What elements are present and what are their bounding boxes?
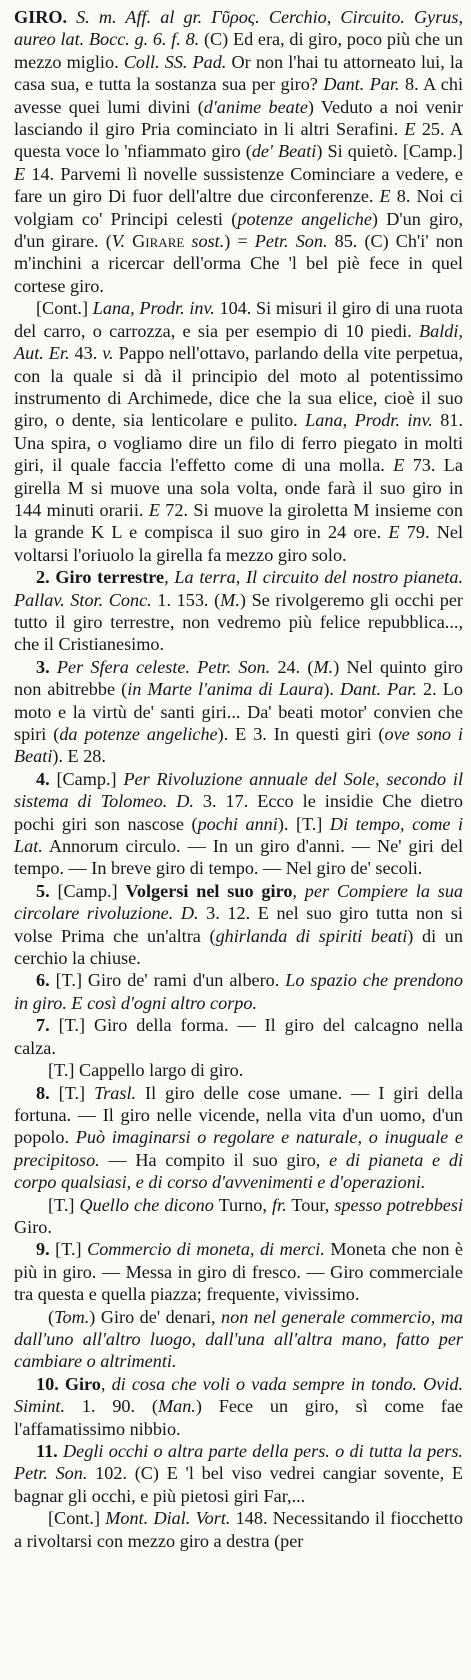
entry-text: ). E 28. [52,746,106,767]
entry-text: ). E 3. In questi giri ( [217,724,385,744]
italic-text: E [388,522,400,543]
entry-text: ( [48,1306,55,1327]
bold-italic-term: Giro terrestre [55,567,165,588]
entry-paragraph-sense-11b [14,1507,463,1552]
entry-text: ) Veduto a noi venir lasciando il giro Pria cominciato in li altri Serafini. [14,96,464,140]
entry-paragraph-sense-8b [14,1194,463,1239]
entry-text: ) Fece un giro, sì come fae l'affamatissimo nibbio. [14,1396,463,1439]
italic-text: M. [313,656,334,677]
entry-text: ). [T.] [277,813,330,834]
bold-italic-term: Volgersi nel suo giro [125,880,293,901]
italic-text: E [393,455,405,476]
headword: GIRO. [14,7,68,27]
entry-text: 2. Lo moto e la virtù de' santi giri... Da' beati motor' convien che spiri ( [14,679,463,744]
sense-number: 4. [36,768,57,789]
entry-paragraph-sense-8 [14,1082,463,1194]
entry-paragraph-sense-7b [14,1059,463,1081]
entry-text: 24. ( [270,656,314,677]
italic-text: Lana, Prodr. inv. [305,410,433,431]
italic-text: ove sono i Beati [14,724,463,767]
italic-text: fr. [271,1194,287,1215]
italic-text: S. m. Aff. al gr. Γῦρος. Cerchio, Circuito. Gyrus, aureo lat. Bocc. g. 6. f. 8. [14,7,463,50]
entry-text: [Camp.] [57,880,126,901]
entry-text: ). [323,679,341,700]
italic-text: Degli occhi o altra parte della pers. o di tutta la pers. Petr. Son. [14,1441,463,1484]
entry-text: 43. [69,343,103,364]
entry-text: Tour, [286,1194,335,1215]
sense-number: 6. [36,970,56,991]
italic-text: de' Beati [251,141,317,162]
entry-text: Giro. [14,1216,52,1237]
italic-text: in Marte l'anima di Laura [127,679,324,700]
italic-text: Commercio di moneta, di merci. [87,1239,325,1260]
italic-text: non nel generale commercio, ma dall'uno all'altro luogo, dall'una all'altra mano, fatto per cambiare o altrimenti. [14,1306,463,1372]
entry-paragraph-sense-2 [14,566,463,656]
italic-text: Può imaginarsi o regolare e naturale, o inuguale e precipitoso. [14,1127,463,1170]
entry-text: 72. Si muove la giroletta M insieme con la grande K L e compisca il suo giro in 24 ore. [14,499,463,543]
italic-text: Per Sfera celeste. Petr. Son. [56,656,271,677]
entry-paragraph-giro-cont [14,297,463,566]
entry-text: 8. A chi avesse quei lumi divini ( [14,74,463,117]
italic-text: Quello che dicono [79,1194,214,1215]
entry-text: ) D'un giro, d'un girare. ( [14,208,463,252]
entry-text: 85. (C) Ch'i' non m'inchini a ricercar dell'orma Che 'l bel piè fece in quel cortese giro. [14,231,463,296]
entry-text: [T.] [55,1239,88,1260]
entry-text: Il giro delle cose umane. — I giri della fortuna. — Il giro nelle vicende, nella vita d'un uomo, d'un popolo. [14,1082,463,1148]
sense-number: 8. [36,1082,59,1103]
entry-text: [Cont.] [36,298,93,319]
italic-text: E [379,186,391,207]
entry-text: 3. 12. E nel suo giro tutta non si volse Prima che un'altra ( [14,903,463,946]
entry-paragraph-giro [14,6,463,297]
sense-number: 9. [36,1239,56,1260]
entry-paragraph-sense-9b [14,1306,463,1373]
entry-paragraph-sense-11 [14,1440,463,1507]
italic-text: , La terra, Il circuito del nostro pianeta. Pallav. Stor. Conc. [14,567,463,610]
sense-number: 2. [36,567,56,588]
entry-paragraph-sense-9 [14,1238,463,1305]
italic-text: E [404,119,416,140]
entry-paragraph-sense-10 [14,1373,463,1440]
italic-text: potenze angeliche [237,208,372,229]
entry-paragraph-sense-4 [14,768,463,880]
entry-text: [Camp.] [56,768,124,789]
italic-text: M. [220,589,240,610]
italic-text: d'anime beate [203,96,308,117]
entry-text: ) = [224,231,255,252]
italic-text: Di tempo, come i Lat. [14,813,464,857]
entry-text: 102. (C) E 'l bel viso vedrei cangiar sovente, E bagnar gli occhi, e più pietosi giri Far,... [14,1463,463,1506]
italic-text: spesso potrebbesi [334,1194,463,1215]
italic-text: Coll. SS. Pad. [123,51,227,72]
entry-text: 14. Parvemi lì novelle sussistenze Cominciare a vedere, e fare un giro Di fuor dell'altre due circonferenze. [14,163,463,207]
entry-text: 104. Si misuri il giro di una ruota del carro, o carrozza, e sia per esempio di 10 piedi. [14,298,463,341]
italic-text: Tom. [54,1306,90,1327]
entry-text: ) Giro de' denari, [89,1306,222,1327]
italic-text: E [14,163,26,184]
sense-number: 3. [36,656,57,677]
bold-italic-term: Giro [64,1373,101,1394]
entry-text: [T.] [48,1194,80,1215]
entry-text: Turno, [213,1194,272,1215]
entry-text: 8. Noi ci volgiam co' Principi celesti ( [14,186,463,229]
entry-text: 81. Una spira, o vogliamo dire un filo di ferro piegato in molti giri, il quale faccia l'effetto come di una molla. [14,410,463,476]
italic-text: da potenze angeliche [59,724,218,744]
italic-text: , di cosa che voli o vada sempre in tondo. Ovid. Simint. [14,1373,463,1417]
entry-text: ) di un cerchio la chiuse. [14,925,463,969]
entry-text: [T.] Giro della forma. — Il giro del calcagno nella calza. [14,1015,464,1058]
small-caps-ref: Girare [125,231,185,252]
entry-text: 1. 153. ( [151,589,221,610]
italic-text: Dant. Par. [340,679,417,700]
entry-text: Annorum circulo. — In un giro d'anni. — Ne' giri del tempo. — In breve giro di tempo. — Nel giro de' secoli. [14,836,463,879]
italic-text: Trasl. [94,1082,137,1103]
italic-text: Per Rivoluzione annuale del Sole, secondo il sistema di Tolomeo. D. [14,768,463,812]
italic-text: v. [102,343,114,364]
entry-text: [T.] [58,1082,95,1103]
entry-text: 73. La girella M si muove una sola volta, onde farà il suo giro in 144 minuti orarii. [14,455,463,520]
italic-text: Dant. Par. [323,74,400,95]
entry-text: Pappo nell'ottavo, parlando della vite perpetua, con la quale si dà il principio del moto al potentissimo instrumento di Archimede, dice che la sua elice, cioè il suo giro, o dente, sia lenticolare e pulito. [14,343,463,431]
italic-text: Lo spazio che prendono in giro. E così d'ogni altro corpo. [14,970,463,1013]
entry-text: Moneta che non è più in giro. — Messa in giro di fresco. — Giro commerciale tra questa e quella piazza; frequente, vivissimo. [14,1239,464,1305]
entry-text: 3. 17. Ecco le insidie Che dietro pochi giri son nascose ( [14,791,463,834]
italic-text: Mont. Dial. Vort. [105,1508,231,1529]
entry-paragraph-sense-5 [14,880,463,970]
entry-paragraph-sense-6 [14,969,463,1014]
entry-text: 25. A questa voce lo 'nfiammato giro ( [14,119,463,162]
entry-column [14,6,463,1552]
entry-text: [T.] Giro de' rami d'un albero. [55,970,286,991]
italic-text: e di pianeta e di corpo qualsiasi, e di corso d'avvenimenti e d'operazioni. [14,1149,464,1193]
italic-text: Baldi, Aut. Er. [14,320,463,364]
entry-text: (C) Ed era, di giro, poco più che un mezzo miglio. [14,29,463,72]
entry-paragraph-sense-3 [14,656,463,768]
entry-text: ) Se rivolgeremo gli occhi per tutto il giro terrestre, non vedremo più felice repubblica..., che il Cristianesimo. [14,589,463,655]
sense-number: 7. [36,1015,59,1036]
italic-text: ghirlanda di spiriti beati [215,925,408,946]
italic-text: , per Compiere la sua circolare rivoluzione. D. [14,880,464,924]
italic-text: E [148,499,160,520]
entry-text: — Ha compito il suo giro, [99,1149,330,1170]
italic-text: Lana, Prodr. inv. [92,298,215,319]
italic-text: sost. [184,231,225,252]
italic-text: pochi anni [197,813,278,834]
entry-text: ) Nel quinto giro non abitrebbe ( [14,656,464,700]
entry-paragraph-sense-7 [14,1014,463,1059]
entry-text: 148. Necessitando il fiocchetto a rivoltarsi con mezzo giro a destra (per [14,1508,463,1551]
sense-number: 10. [36,1373,65,1394]
sense-number: 11. [36,1441,64,1461]
entry-text: [Cont.] [48,1508,106,1529]
italic-text: Petr. Son. [254,231,328,252]
entry-text: ) Si quietò. [Camp.] [316,141,463,162]
italic-text: Man. [157,1396,196,1417]
entry-text: Or non l'hai tu attorneato lui, la casa sua, e tutta la sostanza sua per giro? [14,51,463,95]
entry-text: 79. Nel voltarsi l'oriuolo la girella fa mezzo giro solo. [14,522,463,565]
italic-text: V. [111,231,126,252]
entry-text: [T.] Cappello largo di giro. [48,1060,244,1081]
entry-text: 1. 90. ( [65,1396,158,1417]
sense-number: 5. [36,880,58,901]
